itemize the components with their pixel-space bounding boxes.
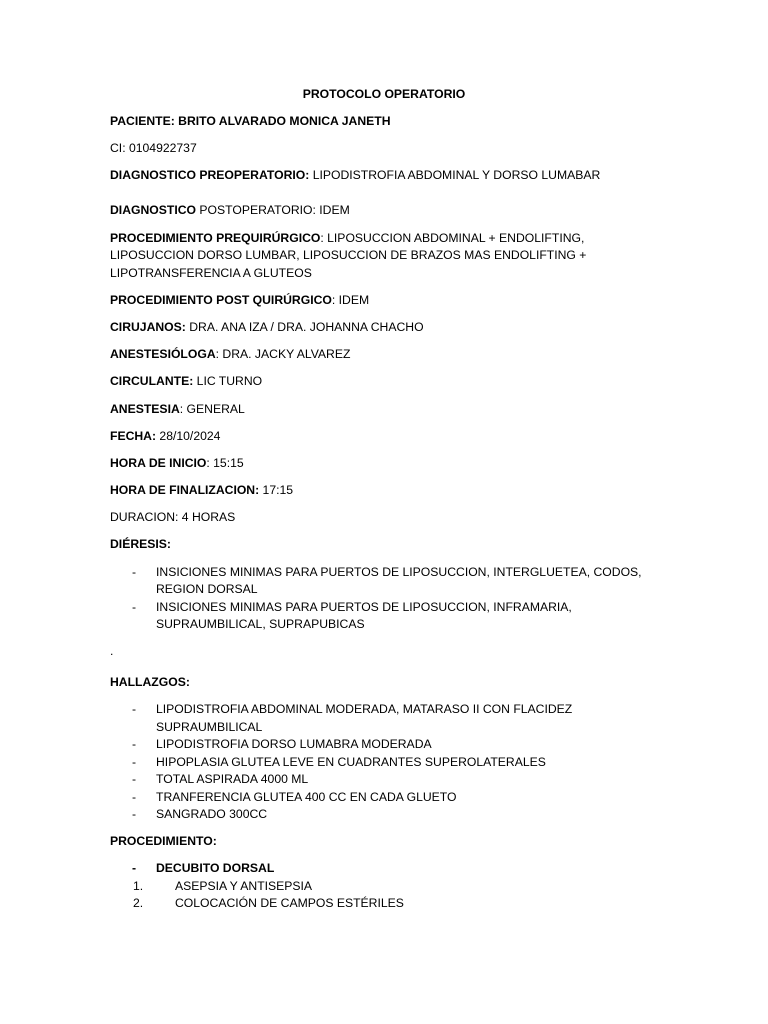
start-time-line — [110, 455, 670, 473]
preop-diagnosis — [110, 167, 670, 185]
list-item-text: TRANFERENCIA GLUTEA 400 CC EN CADA GLUETO — [156, 789, 457, 804]
step-text: COLOCACIÓN DE CAMPOS ESTÉRILES — [175, 896, 404, 910]
postop-procedure-value: : IDEM — [331, 292, 370, 307]
dash-marker: - — [132, 772, 137, 787]
list-item — [110, 564, 670, 599]
duration-line: DURACION: 4 HORAS — [110, 510, 236, 525]
dash-marker: - — [132, 702, 137, 717]
procedure-steps — [110, 878, 670, 913]
postop-diagnosis-label: DIAGNOSTICO — [110, 203, 196, 218]
sub-heading-text: DECUBITO DORSAL — [156, 861, 275, 875]
dash-marker: - — [132, 789, 137, 804]
findings-list — [110, 701, 670, 824]
date-line — [110, 428, 670, 446]
step-number: 2. — [133, 896, 144, 910]
document-title: PROTOCOLO OPERATORIO — [302, 87, 466, 101]
list-item — [110, 789, 670, 807]
list-item — [110, 771, 670, 789]
anesthesiologist-label: ANESTESIÓLOGA — [110, 347, 216, 362]
list-item-text: LIPODISTROFIA DORSO LUMABRA MODERADA — [156, 737, 432, 752]
end-time-line — [110, 482, 670, 500]
step-text: ASEPSIA Y ANTISEPSIA — [175, 878, 313, 893]
list-item-text: INSICIONES MINIMAS PARA PUERTOS DE LIPOSUCCION, INFRAMARIA, SUPRAUMBILICAL, SUPRAPUBICAS — [156, 599, 572, 632]
list-item — [110, 736, 670, 754]
dieresis-heading: DIÉRESIS: — [110, 537, 171, 552]
postop-procedure — [110, 292, 670, 310]
surgeons-line — [110, 319, 670, 337]
preop-procedure — [110, 230, 670, 283]
date-label: FECHA: — [110, 428, 157, 443]
postop-diagnosis-value: POSTOPERATORIO: IDEM — [196, 203, 350, 218]
circulating-value: LIC TURNO — [193, 374, 263, 389]
anesthesiologist-line — [110, 346, 670, 364]
end-time-value: 17:15 — [259, 483, 294, 498]
circulating-line — [110, 373, 670, 391]
dieresis-list — [110, 564, 670, 634]
list-item-text: SANGRADO 300CC — [156, 807, 268, 822]
dash-marker: - — [132, 564, 137, 579]
anesthesia-value: : GENERAL — [179, 401, 245, 416]
postop-diagnosis — [110, 202, 670, 220]
end-time-label: HORA DE FINALIZACION: — [110, 483, 260, 498]
surgeons-value: DRA. ANA IZA / DRA. JOHANNA CHACHO — [185, 319, 424, 334]
surgeons-label: CIRUJANOS: — [110, 319, 186, 334]
procedure-sub-heading — [110, 860, 670, 878]
preop-procedure-label: PROCEDIMIENTO PREQUIRÚRGICO — [110, 230, 321, 245]
start-time-label: HORA DE INICIO — [110, 455, 207, 470]
list-item — [110, 878, 670, 896]
preop-procedure-value: : LIPOSUCCION ABDOMINAL + ENDOLIFTING, LIPOSUCCION DORSO LUMBAR, LIPOSUCCION DE BRAZOS MAS ENDOLIFTING + LIPOTRANSFERENCIA A GLUTEOS — [110, 230, 587, 280]
procedure-heading: PROCEDIMIENTO: — [110, 833, 217, 848]
dash-marker: - — [132, 599, 137, 614]
anesthesia-label: ANESTESIA — [110, 401, 180, 416]
preop-diagnosis-value: LIPODISTROFIA ABDOMINAL Y DORSO LUMABAR — [309, 167, 601, 182]
start-time-value: : 15:15 — [206, 455, 244, 470]
procedure-sub-list — [110, 860, 670, 878]
list-item-text: LIPODISTROFIA ABDOMINAL MODERADA, MATARASO II CON FLACIDEZ SUPRAUMBILICAL — [156, 702, 573, 734]
circulating-label: CIRCULANTE: — [110, 374, 194, 389]
list-item — [110, 895, 670, 913]
list-item — [110, 806, 670, 824]
list-item-text: TOTAL ASPIRADA 4000 ML — [156, 772, 309, 787]
list-item-text: HIPOPLASIA GLUTEA LEVE EN CUADRANTES SUPEROLATERALES — [156, 754, 546, 769]
anesthesia-line — [110, 401, 670, 419]
ci-line: CI: 0104922737 — [110, 140, 197, 155]
list-item — [110, 754, 670, 772]
dash-marker: - — [132, 861, 137, 875]
dot-line: . — [110, 643, 114, 658]
preop-diagnosis-label: DIAGNOSTICO PREOPERATORIO: — [110, 167, 310, 182]
list-item — [110, 701, 670, 736]
step-number: 1. — [133, 878, 144, 893]
document-body — [110, 86, 670, 913]
anesthesiologist-value: : DRA. JACKY ALVAREZ — [215, 347, 351, 362]
patient-line: PACIENTE: BRITO ALVARADO MONICA JANETH — [110, 113, 391, 128]
dash-marker: - — [132, 737, 137, 752]
dash-marker: - — [132, 807, 137, 822]
list-item — [110, 599, 670, 634]
date-value: 28/10/2024 — [156, 428, 221, 443]
findings-heading: HALLAZGOS: — [110, 675, 190, 690]
postop-procedure-label: PROCEDIMIENTO POST QUIRÚRGICO — [110, 292, 332, 307]
list-item-text: INSICIONES MINIMAS PARA PUERTOS DE LIPOSUCCION, INTERGLUETEA, CODOS, REGION DORSAL — [156, 564, 642, 597]
dash-marker: - — [132, 754, 137, 769]
